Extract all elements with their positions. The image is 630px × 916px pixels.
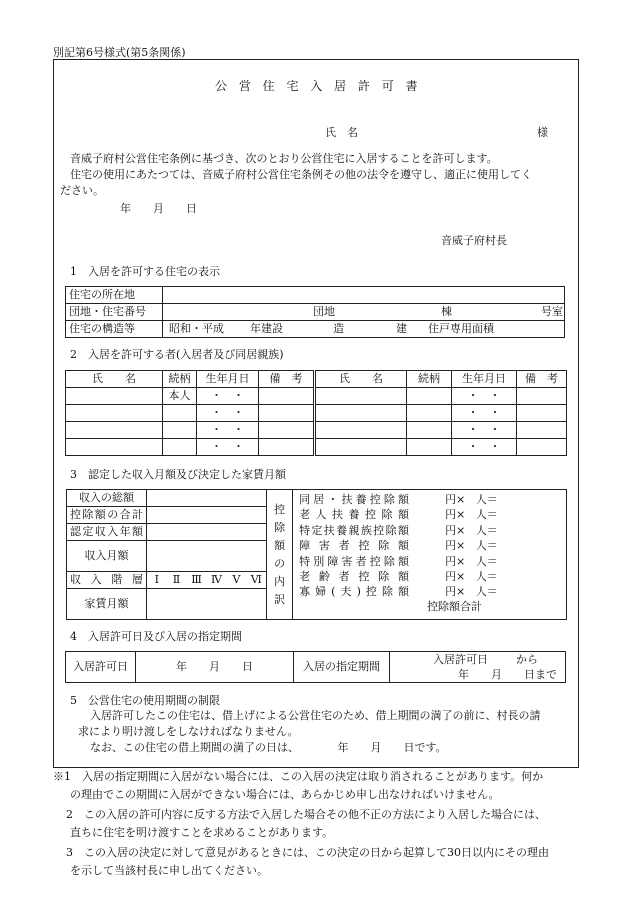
period-value[interactable] bbox=[390, 652, 566, 683]
note-cell[interactable] bbox=[517, 388, 567, 405]
deduction-row: 特別障害者控除額 bbox=[299, 554, 410, 568]
deduction-row: 老齢者控除額 bbox=[299, 570, 410, 584]
structure-label: 住宅の構造等 bbox=[66, 321, 163, 338]
name-label: 氏 名 bbox=[325, 126, 358, 139]
grade-option[interactable]: Ⅴ bbox=[227, 572, 247, 589]
col-name-right: 氏 名 bbox=[315, 371, 407, 388]
name-cell[interactable] bbox=[315, 422, 407, 439]
dob-cell[interactable]: ・ ・ bbox=[197, 388, 259, 405]
deduction-row: 特定扶養親族控除額 bbox=[299, 523, 410, 537]
col-name-left: 氏 名 bbox=[66, 371, 163, 388]
note-cell[interactable] bbox=[517, 405, 567, 422]
table-row bbox=[66, 652, 566, 683]
note-3-line-2: を示して当該村長に申し出てください。 bbox=[70, 864, 268, 877]
name-honorific: 様 bbox=[537, 126, 548, 139]
table-row bbox=[66, 304, 565, 321]
location-value[interactable] bbox=[163, 287, 565, 304]
income-table bbox=[66, 489, 567, 620]
grade-option[interactable]: Ⅳ bbox=[207, 572, 227, 589]
era-label: 昭和・平成 bbox=[169, 322, 224, 335]
col-note-right: 備 考 bbox=[517, 371, 567, 388]
note-cell[interactable] bbox=[259, 439, 315, 456]
area-label: 住戸専用面積 bbox=[428, 322, 494, 335]
monthly-income-value[interactable] bbox=[147, 541, 267, 572]
note-2-line-2: 直ちに住宅を明け渡すことを求めることがあります。 bbox=[70, 826, 334, 839]
name-cell[interactable] bbox=[315, 405, 407, 422]
period-to: 年 月 日まで bbox=[458, 668, 557, 681]
section5-line-3: なお、この住宅の借上期間の満了の日は、 年 月 日です。 bbox=[90, 741, 447, 754]
note-cell[interactable] bbox=[517, 439, 567, 456]
deduction-vertical-label: 控 除 額 の 内 訳 bbox=[267, 490, 293, 620]
deduction-row: 寡婦(夫)控除額 bbox=[299, 585, 410, 599]
grade-option[interactable]: Ⅵ bbox=[247, 572, 267, 589]
income-total-label: 収入の総額 bbox=[67, 490, 147, 507]
grade-option[interactable]: Ⅱ bbox=[167, 572, 187, 589]
note-1-line-2: の理由でこの期間に入居ができない場合には、あらかじめ申し出なければいけません。 bbox=[70, 788, 500, 801]
deduction-breakdown: 同居・扶養控除額 老人扶養控除額 特定扶養親族控除額 障害者控除額 特別障害者控除額 老齢者控除額 寡婦(夫)控除額 円× 人＝ 円× 人＝ 円× 人＝ 円× 人＝ 円× 人＝ 円× 人＝ 円× 人＝ 控除額合計 bbox=[293, 490, 567, 620]
income-total-value[interactable] bbox=[147, 490, 267, 507]
grade-option[interactable]: Ⅰ bbox=[147, 572, 167, 589]
deduction-sum-label: 控除額の合計 bbox=[67, 507, 147, 524]
intro-line-1: 音威子府村公営住宅条例に基づき、次のとおり公営住宅に入居することを許可します。 bbox=[70, 152, 498, 165]
section5-line-2: 求により明け渡しをしなければなりません。 bbox=[78, 725, 299, 738]
period-from: から bbox=[515, 653, 538, 666]
annual-income-value[interactable] bbox=[147, 524, 267, 541]
zo-label: 造 bbox=[333, 322, 344, 335]
deduction-total-label: 控除額合計 bbox=[427, 600, 483, 613]
col-note-left: 備 考 bbox=[259, 371, 315, 388]
issuer: 音威子府村長 bbox=[441, 234, 507, 247]
dob-cell[interactable]: ・ ・ bbox=[197, 405, 259, 422]
self-rel-cell: 本人 bbox=[163, 388, 197, 405]
danchi-label: 団地 bbox=[313, 305, 335, 318]
rel-cell[interactable] bbox=[163, 422, 197, 439]
annual-income-label: 認定収入年額 bbox=[67, 524, 147, 541]
section3-heading: 3 認定した収入月額及び決定した家賃月額 bbox=[70, 468, 286, 481]
mune-label: 棟 bbox=[441, 305, 452, 318]
header-ref: 別記第6号様式(第5条関係) bbox=[53, 46, 186, 59]
intro-line-2: 住宅の使用にあたつては、音威子府村公営住宅条例その他の法令を遵守し、適正に使用してく bbox=[70, 168, 532, 181]
table-row bbox=[66, 287, 565, 304]
dob-cell[interactable]: ・ ・ bbox=[197, 422, 259, 439]
table-row bbox=[66, 388, 567, 405]
period-from-label: 入居許可日 bbox=[433, 653, 488, 666]
dob-cell[interactable]: ・ ・ bbox=[452, 439, 517, 456]
name-cell[interactable] bbox=[315, 388, 407, 405]
dob-cell[interactable]: ・ ・ bbox=[197, 439, 259, 456]
permit-date-label: 入居許可日 bbox=[66, 652, 136, 683]
name-cell[interactable] bbox=[66, 405, 163, 422]
grade-option[interactable]: Ⅲ bbox=[187, 572, 207, 589]
note-2-line-1: 2 この入居の許可内容に反する方法で入居した場合その他不正の方法により入居した場合には、 bbox=[66, 808, 546, 821]
rel-cell[interactable] bbox=[407, 422, 452, 439]
table-row bbox=[66, 405, 567, 422]
deduction-row: 老人扶養控除額 bbox=[299, 508, 410, 522]
col-dob-left: 生年月日 bbox=[197, 371, 259, 388]
housing-table bbox=[65, 286, 565, 338]
section5-heading: 5 公営住宅の使用期間の制限 bbox=[70, 694, 220, 707]
section2-heading: 2 入居を許可する者(入居者及び同居親族) bbox=[70, 348, 284, 361]
rel-cell[interactable] bbox=[407, 388, 452, 405]
location-label: 住宅の所在地 bbox=[66, 287, 163, 304]
note-cell[interactable] bbox=[259, 405, 315, 422]
col-rel-left: 続柄 bbox=[163, 371, 197, 388]
dob-cell[interactable]: ・ ・ bbox=[452, 388, 517, 405]
table-row bbox=[66, 439, 567, 456]
table-row bbox=[66, 321, 565, 338]
section4-heading: 4 入居許可日及び入居の指定期間 bbox=[70, 630, 242, 643]
ken-label: 建 bbox=[396, 322, 407, 335]
rel-cell[interactable] bbox=[407, 439, 452, 456]
intro-line-3: ださい。 bbox=[60, 184, 104, 197]
table-row bbox=[67, 490, 567, 507]
doc-title: 公 営 住 宅 入 居 許 可 書 bbox=[215, 79, 422, 93]
section1-heading: 1 入居を許可する住宅の表示 bbox=[70, 265, 220, 278]
housing-number-value[interactable] bbox=[163, 304, 565, 321]
built-label: 年建設 bbox=[250, 322, 283, 335]
note-cell[interactable] bbox=[259, 388, 315, 405]
note-cell[interactable] bbox=[259, 422, 315, 439]
name-cell[interactable] bbox=[66, 439, 163, 456]
name-cell[interactable] bbox=[66, 422, 163, 439]
col-dob-right: 生年月日 bbox=[452, 371, 517, 388]
housing-number-label: 団地・住宅番号 bbox=[66, 304, 163, 321]
rent-value[interactable] bbox=[147, 589, 267, 620]
deduction-row: 同居・扶養控除額 bbox=[299, 493, 410, 506]
section5-line-1: 入居許可したこの住宅は、借上げによる公営住宅のため、借上期間の満了の前に、村長の請 bbox=[90, 709, 541, 722]
rel-cell[interactable] bbox=[163, 405, 197, 422]
table-row bbox=[66, 422, 567, 439]
issue-date: 年 月 日 bbox=[120, 202, 197, 215]
deduction-sum-value[interactable] bbox=[147, 507, 267, 524]
rent-label: 家賃月額 bbox=[67, 589, 147, 620]
dob-cell[interactable]: ・ ・ bbox=[452, 422, 517, 439]
period-label: 入居の指定期間 bbox=[294, 652, 390, 683]
note-3-line-1: 3 この入居の決定に対して意見があるときには、この決定の日から起算して30日以内にその理由 bbox=[66, 846, 549, 859]
structure-value[interactable] bbox=[163, 321, 565, 338]
income-grade-label: 収入階層 bbox=[67, 572, 147, 589]
occupants-table bbox=[65, 370, 567, 456]
monthly-income-label: 収入月額 bbox=[67, 541, 147, 572]
permit-date-value[interactable]: 年 月 日 bbox=[136, 652, 294, 683]
table-header-row bbox=[66, 371, 567, 388]
goshitsu-label: 号室 bbox=[541, 305, 563, 318]
rel-cell[interactable] bbox=[163, 439, 197, 456]
note-1-line-1: ※1 入居の指定期間に入居がない場合には、この入居の決定は取り消されることがあります。何か bbox=[53, 770, 544, 783]
rel-cell[interactable] bbox=[407, 405, 452, 422]
permit-date-table bbox=[65, 651, 566, 683]
col-rel-right: 続柄 bbox=[407, 371, 452, 388]
dob-cell[interactable]: ・ ・ bbox=[452, 405, 517, 422]
name-cell[interactable] bbox=[66, 388, 163, 405]
name-cell[interactable] bbox=[315, 439, 407, 456]
note-cell[interactable] bbox=[517, 422, 567, 439]
deduction-row: 障害者控除額 bbox=[299, 539, 410, 553]
